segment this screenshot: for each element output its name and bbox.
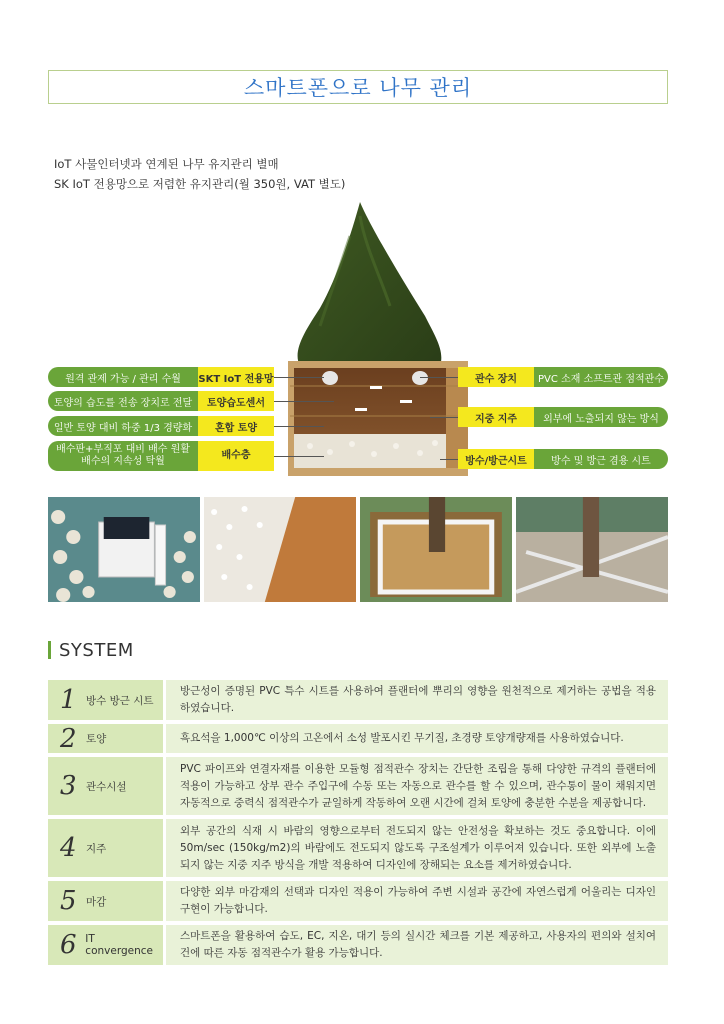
- label-waterproof-sheet-desc: 방수 및 방근 겸용 시트: [534, 449, 668, 469]
- system-row-text: 스마트폰을 활용하여 습도, EC, 지온, 대기 등의 실시간 체크를 기본 제공하고, 사용자의 편의와 설치여건에 따른 자동 점적관수가 활용 가능합니다.: [166, 925, 668, 965]
- system-row-header: [48, 881, 163, 921]
- label-mixed-soil-desc: 일반 토양 대비 하중 1/3 경량화: [48, 416, 198, 436]
- label-underground-support-desc: 외부에 노출되지 않는 방식: [534, 407, 668, 427]
- label-remote-control-desc: 원격 관제 가능 / 관리 수월: [48, 367, 198, 387]
- system-row-header: [48, 680, 163, 720]
- connector-line: [440, 459, 458, 460]
- connector-line: [420, 377, 458, 378]
- photo-strip: [48, 497, 668, 602]
- system-row: [48, 680, 668, 720]
- label-waterproof-sheet-tag: 방수/방근시트: [458, 449, 534, 469]
- intro-line-2: SK IoT 전용망으로 저렴한 유지관리(월 350원, VAT 별도): [54, 177, 346, 191]
- system-row: [48, 819, 668, 877]
- system-row-number: 3: [60, 771, 77, 801]
- system-row-text: 외부 공간의 식재 시 바람의 영향으로부터 전도되지 않는 안전성을 확보하는 것도 중요합니다. 이에 50m/sec (150kg/m2)의 바람에도 전도되지 않도록 구조설계가 이루어져 있습니다. 또한 외부에 노출되지 않는 지중 지주 방식을 개발 적용하여 디자인에 장해되는 요소를 제거하였습니다.: [166, 819, 668, 877]
- system-row-number: 5: [60, 886, 77, 916]
- photo-planter-install: [360, 497, 512, 602]
- label-remote-control: [48, 367, 274, 387]
- label-underground-support: [458, 407, 668, 427]
- system-heading-bar: [48, 641, 51, 659]
- label-drainage-tag: 배수층: [198, 441, 274, 471]
- system-row-text: 다양한 외부 마감재의 선택과 디자인 적용이 가능하여 주변 시설과 공간에 자연스럽게 어울리는 디자인 구현이 가능합니다.: [166, 881, 668, 921]
- page-title-box: [48, 70, 668, 104]
- system-row: [48, 757, 668, 815]
- photo-sensor-device: [48, 497, 200, 602]
- system-row-number: 1: [60, 685, 77, 715]
- system-row-number: 6: [60, 930, 77, 960]
- system-row: [48, 724, 668, 753]
- label-drainage-desc-line2: 배수의 지속성 탁월: [81, 456, 165, 467]
- label-underground-support-tag: 지중 지주: [458, 407, 534, 427]
- label-mixed-soil: [48, 416, 274, 436]
- system-row-name: 지주: [86, 842, 107, 855]
- label-waterproof-sheet: [458, 449, 668, 469]
- connector-line: [274, 456, 324, 457]
- system-row-header: [48, 724, 163, 753]
- label-drainage: [48, 441, 274, 471]
- system-row: [48, 881, 668, 921]
- system-row-header: [48, 925, 163, 965]
- system-row-number: 4: [60, 833, 77, 863]
- system-row-name: 관수시설: [86, 780, 127, 793]
- system-row-header: [48, 757, 163, 815]
- photo-soil-materials: [204, 497, 356, 602]
- intro-line-1: IoT 사물인터넷과 연계된 나무 유지관리 별매: [54, 157, 279, 171]
- system-title: SYSTEM: [59, 639, 134, 661]
- label-mixed-soil-tag: 혼합 토양: [198, 416, 274, 436]
- system-table: [48, 680, 668, 969]
- system-row-name: 마감: [86, 895, 107, 908]
- system-row-name: 방수 방근 시트: [86, 694, 154, 707]
- photo-underground-support: [516, 497, 668, 602]
- tree-planter-illustration: [260, 196, 520, 481]
- system-row: [48, 925, 668, 965]
- tree-planter-diagram: [0, 196, 724, 486]
- intro-text: [54, 154, 345, 194]
- system-row-header: [48, 819, 163, 877]
- label-skt-iot-tag: SKT IoT 전용망: [198, 367, 274, 387]
- system-row-name: 토양: [86, 733, 107, 745]
- system-row-number: 2: [60, 723, 77, 754]
- system-row-name: IT convergence: [85, 933, 153, 957]
- label-irrigation-desc: PVC 소재 소프트관 점적관수: [534, 367, 668, 387]
- system-heading: [48, 640, 134, 660]
- label-irrigation: [458, 367, 668, 387]
- system-row-text: 방근성이 증명된 PVC 특수 시트를 사용하여 플랜터에 뿌리의 영향을 원천적으로 제거하는 공법을 적용하였습니다.: [166, 680, 668, 720]
- label-soil-sensor: [48, 391, 274, 411]
- system-row-text: PVC 파이프와 연결자재를 이용한 모듈형 점적관수 장치는 간단한 조립을 통해 다양한 규격의 플랜터에 적용이 가능하고 상부 관수 주입구에 수동 또는 자동으로 관수를 할 수 있으며, 관수통이 물이 채워지면 자동적으로 중력식 점적관수가 균일하게 작동하여 오랜 시간에 걸쳐 토양에 충분한 수분을 제공합니다.: [166, 757, 668, 815]
- label-irrigation-tag: 관수 장치: [458, 367, 534, 387]
- label-drainage-desc-line1: 배수판+부직포 대비 배수 원활: [56, 444, 190, 455]
- label-soil-sensor-desc: 토양의 습도를 전송 장치로 전달: [48, 391, 198, 411]
- system-row-text: 흑요석을 1,000℃ 이상의 고온에서 소성 발포시킨 무기질, 초경량 토양개량재를 사용하였습니다.: [166, 724, 668, 753]
- connector-line: [274, 426, 324, 427]
- label-drainage-desc: [48, 441, 198, 471]
- label-soil-sensor-tag: 토양습도센서: [198, 391, 274, 411]
- connector-line: [274, 401, 334, 402]
- page-title: 스마트폰으로 나무 관리: [243, 76, 473, 100]
- connector-line: [274, 377, 324, 378]
- connector-line: [430, 417, 458, 418]
